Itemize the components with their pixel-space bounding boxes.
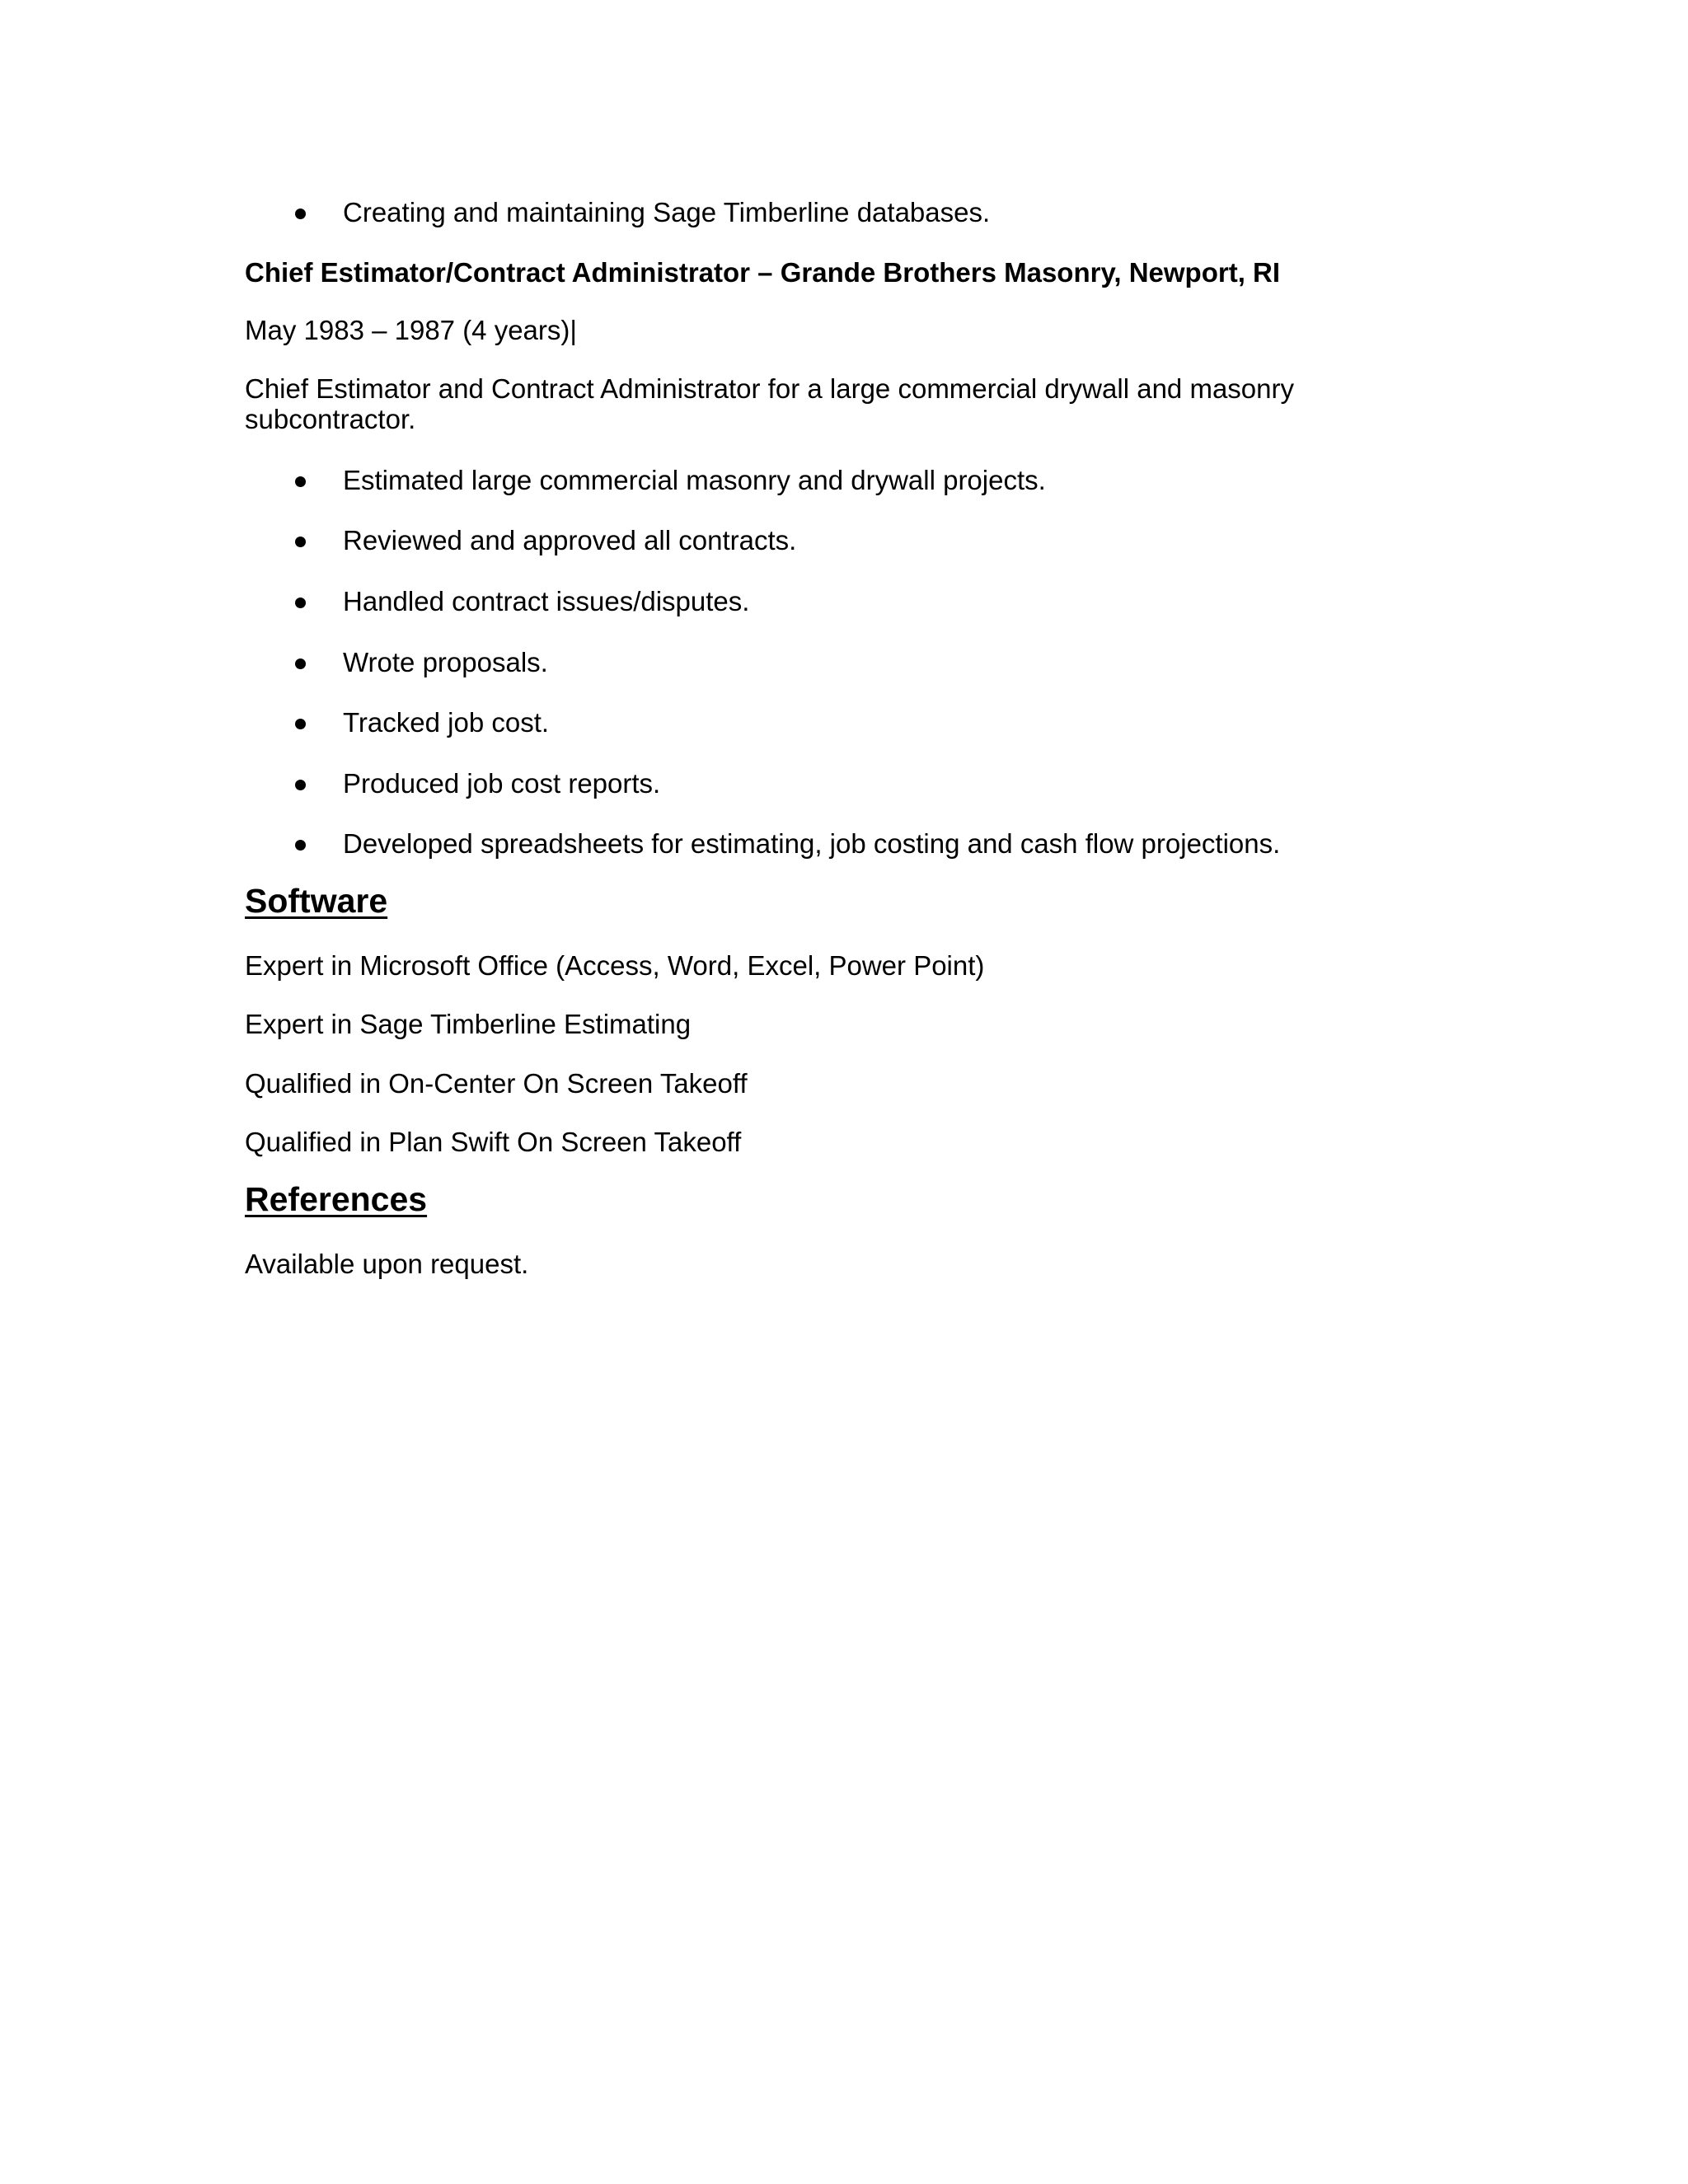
software-item: Qualified in On-Center On Screen Takeoff <box>245 1068 748 1099</box>
bullet-icon <box>295 598 306 608</box>
job-dates: May 1983 – 1987 (4 years)| <box>245 315 577 345</box>
job-bullet-item: Tracked job cost. <box>343 707 550 738</box>
software-item: Qualified in Plan Swift On Screen Takeoff <box>245 1127 742 1157</box>
software-heading: Software <box>245 882 388 920</box>
job-bullet-item: Reviewed and approved all contracts. <box>343 525 797 555</box>
references-heading: References <box>245 1180 428 1218</box>
job-description: Chief Estimator and Contract Administrator for a large commercial drywall and masonry subcontractor. <box>245 373 1294 434</box>
job-bullet-item: Handled contract issues/disputes. <box>343 586 750 616</box>
job-bullet-item: Estimated large commercial masonry and drywall projects. <box>343 465 1046 495</box>
bullet-item: Creating and maintaining Sage Timberline databases. <box>343 197 991 227</box>
bullet-icon <box>295 209 306 219</box>
references-text: Available upon request. <box>245 1249 529 1279</box>
job-bullet-item: Wrote proposals. <box>343 647 548 677</box>
bullet-icon <box>295 840 306 851</box>
job-title: Chief Estimator/Contract Administrator – Grande Brothers Masonry, Newport, RI <box>245 257 1281 288</box>
job-bullet-item: Produced job cost reports. <box>343 768 661 799</box>
software-item: Expert in Microsoft Office (Access, Word, Excel, Power Point) <box>245 950 985 981</box>
job-bullet-item: Developed spreadsheets for estimating, job costing and cash flow projections. <box>343 828 1281 859</box>
bullet-icon <box>295 476 306 487</box>
bullet-icon <box>295 658 306 669</box>
software-item: Expert in Sage Timberline Estimating <box>245 1009 692 1039</box>
bullet-icon <box>295 780 306 790</box>
bullet-icon <box>295 719 306 729</box>
bullet-icon <box>295 537 306 547</box>
